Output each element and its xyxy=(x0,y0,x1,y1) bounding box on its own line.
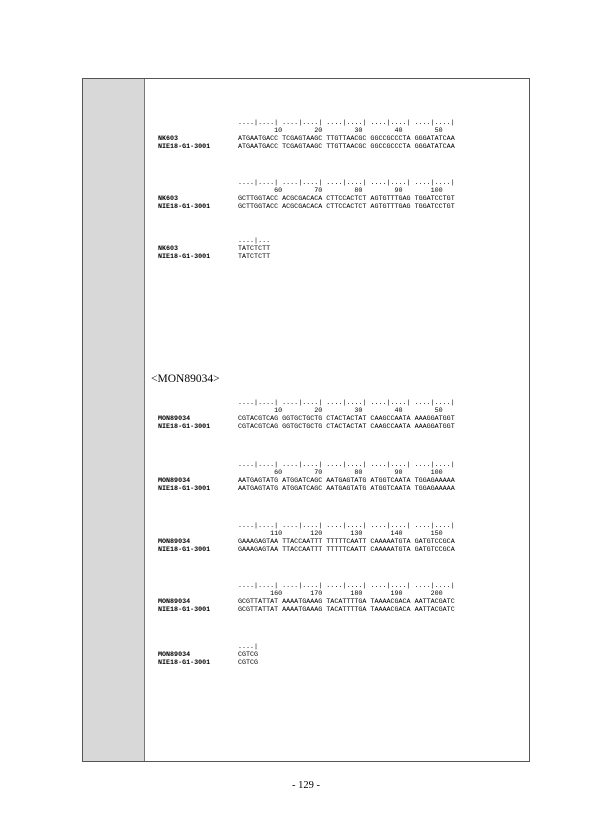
sidebar-column xyxy=(83,79,145,761)
sequence: GCTTGGTACC ACGCGACACA CTTCCACTCT AGTGTTTGAG TGGATCCTGT xyxy=(238,195,455,203)
alignment-block xyxy=(158,582,528,614)
alignment-block xyxy=(158,399,528,431)
sequence-name: MON89034 xyxy=(158,477,191,485)
sequence-row xyxy=(158,659,528,667)
sequence-row xyxy=(158,423,528,431)
ruler: ....|....| ....|....| ....|....| ....|....| ....|....| xyxy=(238,179,455,187)
sequence-name: NIE18-G1-3001 xyxy=(158,423,211,431)
ruler: ....|....| ....|....| ....|....| ....|....| ....|....| xyxy=(238,582,455,590)
sequence: CGTCG xyxy=(238,659,259,667)
ruler: ....|....| ....|....| ....|....| ....|....| ....|....| xyxy=(238,522,455,530)
sequence: GAAAGAGTAA TTACCAATTT TTTTTCAATT CAAAAATGTA GATGTCCGCA xyxy=(238,538,455,546)
sequence-name: NK603 xyxy=(158,245,179,253)
sequence: CGTCG xyxy=(238,651,259,659)
sequence-row xyxy=(158,203,528,211)
sequence-name: NK603 xyxy=(158,195,179,203)
sequence-name: NIE18-G1-3001 xyxy=(158,606,211,614)
sequence: ATGAATGACC TCGAGTAAGC TTGTTAACGC GGCCGCCCTA GGGATATCAA xyxy=(238,143,455,151)
sequence-row xyxy=(158,477,528,485)
sequence-name: NIE18-G1-3001 xyxy=(158,253,211,261)
sequence-name: NIE18-G1-3001 xyxy=(158,203,211,211)
sequence: GAAAGAGTAA TTACCAATTT TTTTTCAATT CAAAAATGTA GATGTCCGCA xyxy=(238,546,455,554)
sequence-name: MON89034 xyxy=(158,651,191,659)
sequence: AATGAGTATG ATGGATCAGC AATGAGTATG ATGGTCAATA TGGAGAAAAA xyxy=(238,485,455,493)
sequence-row xyxy=(158,598,528,606)
sequence-name: MON89034 xyxy=(158,415,191,423)
alignment-block xyxy=(158,237,528,261)
alignment-block xyxy=(158,461,528,493)
sequence-row xyxy=(158,485,528,493)
alignment-block xyxy=(158,643,528,667)
section-title: <MON89034> xyxy=(151,373,220,385)
sequence: TATCTCTT xyxy=(238,245,271,253)
sequence-row xyxy=(158,546,528,554)
sequence: TATCTCTT xyxy=(238,253,271,261)
sequence-row xyxy=(158,135,528,143)
ruler: ....|....| ....|....| ....|....| ....|....| ....|....| xyxy=(238,119,455,127)
ruler-numbers: 110 120 130 140 150 xyxy=(238,530,443,538)
sequence: GCTTGGTACC ACGCGACACA CTTCCACTCT AGTGTTTGAG TGGATCCTGT xyxy=(238,203,455,211)
ruler: ....|....| ....|....| ....|....| ....|....| ....|....| xyxy=(238,399,455,407)
sequence: GCGTTATTAT AAAATGAAAG TACATTTTGA TAAAACGACA AATTACGATC xyxy=(238,606,455,614)
sequence-name: MON89034 xyxy=(158,598,191,606)
sequence: CGTACGTCAG GGTGCTGCTG CTACTACTAT CAAGCCAATA AAAGGATGGT xyxy=(238,423,455,431)
sequence: AATGAGTATG ATGGATCAGC AATGAGTATG ATGGTCAATA TGGAGAAAAA xyxy=(238,477,455,485)
alignment-block xyxy=(158,119,528,151)
alignment-block xyxy=(158,179,528,211)
page-number: - 129 - xyxy=(292,780,320,791)
sequence-name: NIE18-G1-3001 xyxy=(158,659,211,667)
sequence: GCGTTATTAT AAAATGAAAG TACATTTTGA TAAAACGACA AATTACGATC xyxy=(238,598,455,606)
sequence-name: NIE18-G1-3001 xyxy=(158,485,211,493)
sequence-row xyxy=(158,606,528,614)
sequence-name: MON89034 xyxy=(158,538,191,546)
sequence: CGTACGTCAG GGTGCTGCTG CTACTACTAT CAAGCCAATA AAAGGATGGT xyxy=(238,415,455,423)
ruler-numbers: 10 20 30 40 50 xyxy=(238,127,443,135)
ruler: ....|....| ....|....| ....|....| ....|....| ....|....| xyxy=(238,461,455,469)
sequence-row xyxy=(158,651,528,659)
ruler-numbers: 60 70 80 90 100 xyxy=(238,469,443,477)
sequence-row xyxy=(158,538,528,546)
ruler-numbers: 60 70 80 90 100 xyxy=(238,187,443,195)
sequence-name: NK603 xyxy=(158,135,179,143)
sequence-row xyxy=(158,143,528,151)
sequence-row xyxy=(158,415,528,423)
sequence-name: NIE18-G1-3001 xyxy=(158,143,211,151)
content-frame xyxy=(82,78,530,762)
ruler-numbers: 10 20 30 40 50 xyxy=(238,407,443,415)
sequence-row xyxy=(158,253,528,261)
sequence: ATGAATGACC TCGAGTAAGC TTGTTAACGC GGCCGCCCTA GGGATATCAA xyxy=(238,135,455,143)
sequence-row xyxy=(158,195,528,203)
ruler: ....| xyxy=(238,643,259,651)
sequence-row xyxy=(158,245,528,253)
sequence-name: NIE18-G1-3001 xyxy=(158,546,211,554)
alignment-block xyxy=(158,522,528,554)
ruler: ....|... xyxy=(238,237,271,245)
ruler-numbers: 160 170 180 190 200 xyxy=(238,590,443,598)
